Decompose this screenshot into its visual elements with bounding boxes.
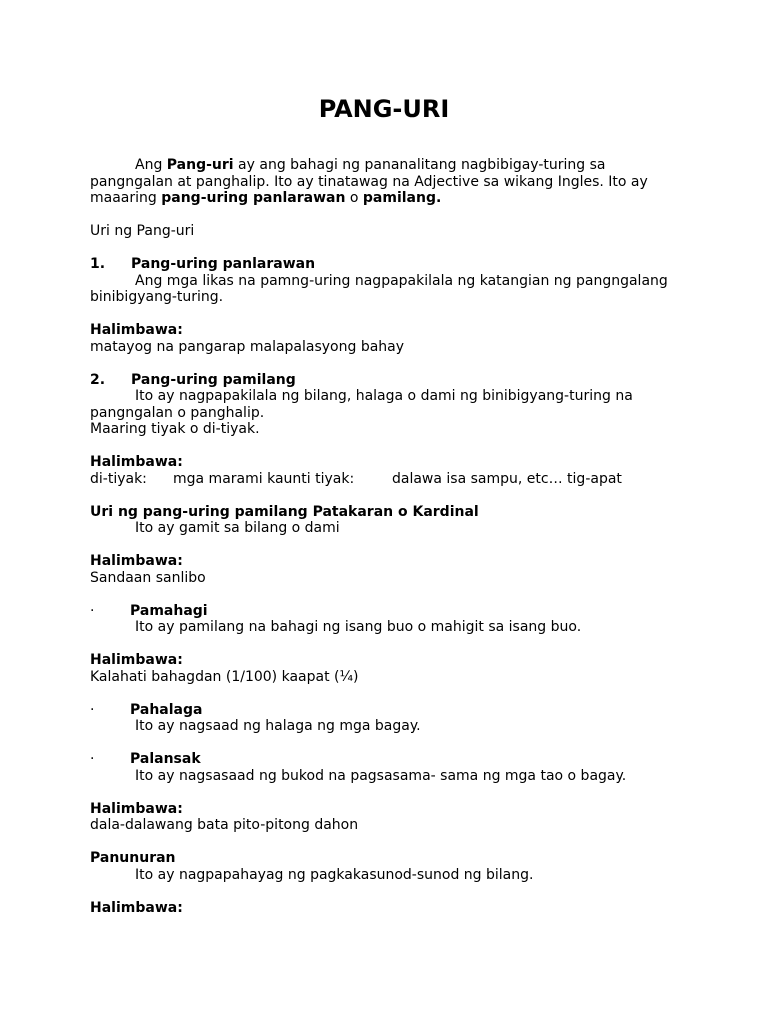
example-label-text: Halimbawa: (90, 899, 183, 916)
list-item-heading (90, 372, 690, 389)
bullet-icon: · (90, 602, 95, 619)
item-description: Maaring tiyak o di-tiyak. (90, 421, 260, 437)
item-description: binibigyang-turing. (90, 289, 224, 305)
item-description: Ito ay nagsaad ng halaga ng mga bagay. (135, 718, 421, 734)
item-description: Ito ay pamilang na bahagi ng isang buo o mahigit sa isang buo. (135, 619, 582, 635)
list-label: Pang-uring panlarawan (131, 256, 316, 272)
example-text (90, 471, 690, 488)
bullet-icon: · (90, 701, 95, 718)
intro-bold-term: pang-uring panlarawan (161, 190, 346, 206)
example-label-text: Halimbawa: (90, 322, 183, 338)
list-item-heading (90, 256, 690, 273)
intro-line-3 (90, 190, 690, 207)
bullet-item-heading (90, 603, 690, 620)
bullet-label: Pahalaga (130, 701, 203, 718)
section-heading (90, 504, 690, 521)
example-label (90, 801, 690, 818)
item-description: Ito ay nagpapahayag ng pagkakasunod-sunod ng bilang. (135, 866, 534, 883)
item-description: pangngalan o panghalip. (90, 404, 265, 421)
example-label (90, 322, 690, 339)
intro-text: ay ang bahagi ng pananalitang nagbibigay-turing sa (233, 157, 606, 173)
bullet-item-heading (90, 751, 690, 768)
section-heading: Uri ng Pang-uri (90, 223, 195, 239)
example-col: dalawa isa sampu, etc… tig-apat (392, 470, 622, 487)
intro-line-1 (90, 157, 690, 174)
example-col: mga marami kaunti tiyak: (173, 470, 355, 487)
section-heading (90, 850, 690, 867)
intro-text: Ang (135, 157, 167, 173)
bullet-label: Pamahagi (130, 602, 208, 619)
example-col: di-tiyak: (90, 470, 147, 487)
bullet-icon: · (90, 751, 95, 767)
example-label (90, 900, 690, 917)
example-text: Kalahati bahagdan (1/100) kaapat (¼) (90, 668, 359, 685)
document-body (90, 157, 690, 916)
list-number: 2. (90, 371, 106, 388)
example-text: Sandaan sanlibo (90, 569, 206, 586)
intro-text: o (345, 190, 363, 206)
section-heading-text: Panunuran (90, 850, 176, 866)
item-description: Ang mga likas na pamng-uring nagpapakilala ng katangian ng pangngalang (135, 272, 668, 289)
item-description: Ito ay nagsasaad ng bukod na pagsasama- sama ng mga tao o bagay. (135, 767, 627, 784)
example-label (90, 652, 690, 669)
section-heading-text: Uri ng pang-uring pamilang Patakaran o Kardinal (90, 503, 479, 520)
page-title: PANG-URI (318, 95, 450, 123)
bullet-label: Palansak (130, 751, 201, 767)
example-label-text: Halimbawa: (90, 553, 183, 569)
list-label: Pang-uring pamilang (131, 371, 296, 388)
bullet-item-heading (90, 702, 690, 719)
example-label (90, 553, 690, 570)
intro-line-2: pangngalan at panghalip. Ito ay tinatawag na Adjective sa wikang Ingles. Ito ay (90, 173, 648, 190)
example-text: matayog na pangarap malapalasyong bahay (90, 338, 405, 355)
intro-bold-term: pamilang. (362, 190, 442, 206)
example-text: dala-dalawang bata pito-pitong dahon (90, 817, 359, 833)
item-description: Ito ay gamit sa bilang o dami (135, 520, 340, 536)
example-label-text: Halimbawa: (90, 652, 183, 668)
example-label-text: Halimbawa: (90, 454, 183, 470)
item-description: Ito ay nagpapakilala ng bilang, halaga o dami ng binibigyang-turing na (135, 388, 633, 404)
intro-bold-term: Pang-uri (166, 157, 234, 173)
list-number: 1. (90, 256, 106, 272)
intro-text: maaaring (90, 190, 162, 206)
example-label-text: Halimbawa: (90, 800, 183, 817)
example-label (90, 454, 690, 471)
